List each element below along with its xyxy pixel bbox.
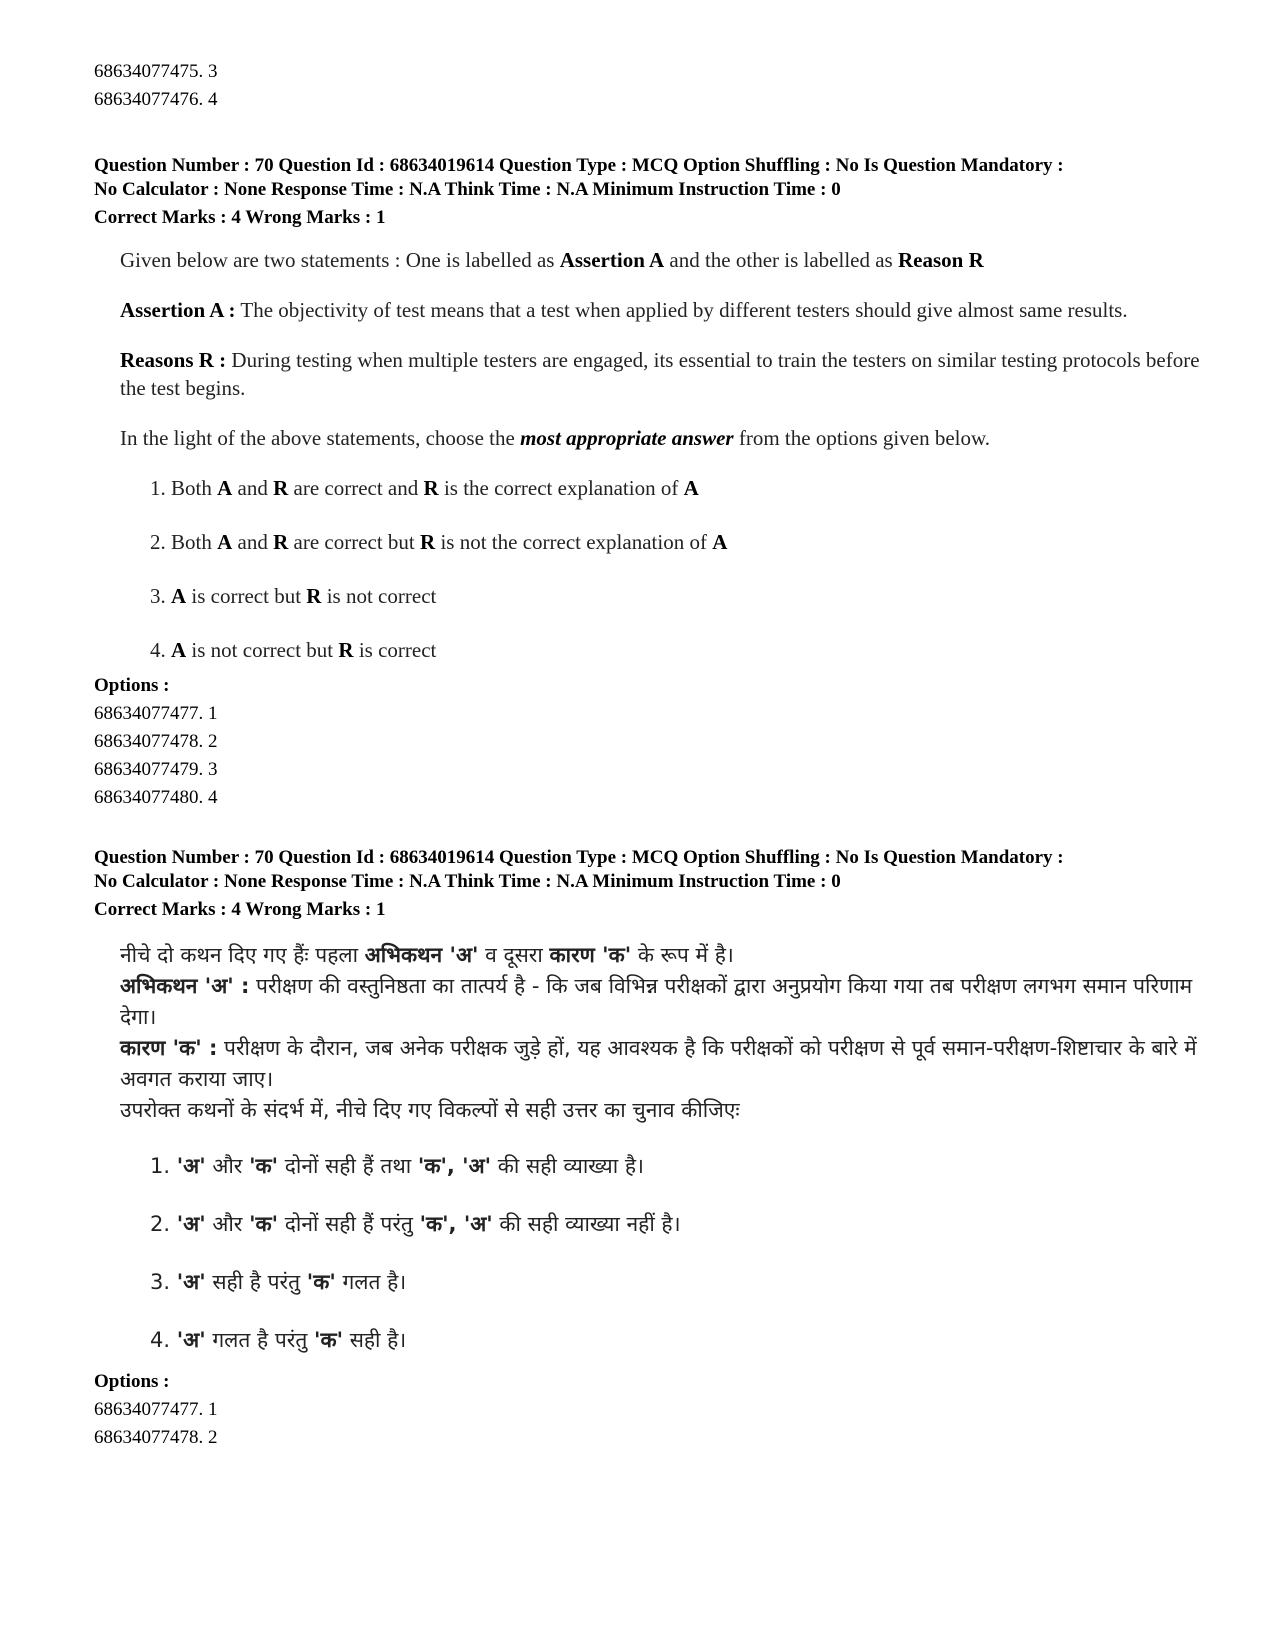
choice-text: is not the correct explanation of	[435, 530, 713, 554]
option-id-line: 68634077478. 2	[94, 731, 218, 752]
assertion-text: The objectivity of test means that a test when applied by different testers should give almost same results.	[235, 298, 1128, 322]
assertion-text: परीक्षण की वस्तुनिष्ठता का तात्पर्य है - कि जब विभिन्न परीक्षकों द्वारा अनुप्रयोग किया गया तब परीक्षण लगभग समान परिणाम देगा।	[120, 974, 1193, 1029]
choice-term: 'क'	[314, 1328, 344, 1352]
choice-term: A	[217, 476, 233, 500]
prev-options-list	[94, 58, 1214, 114]
choice-term: 'अ'	[176, 1212, 206, 1236]
choice-text: is not correct	[321, 584, 437, 608]
choice-term: R	[306, 584, 322, 608]
question-body	[120, 940, 1214, 1354]
choice-text: दोनों सही हैं तथा	[278, 1154, 418, 1178]
choice-text: is correct	[353, 638, 437, 662]
choice-text: are correct and	[288, 476, 424, 500]
intro-text: नीचे दो कथन दिए गए हैंः पहला	[120, 943, 365, 967]
choice-text: गलत है।	[335, 1270, 407, 1294]
option-id-line: 68634077480. 4	[94, 787, 218, 808]
choice-term: 'क'	[249, 1154, 279, 1178]
instruction-emphasis: most appropriate answer	[520, 426, 734, 450]
choice-number: 4.	[150, 1328, 171, 1352]
instruction-text: from the options given below.	[733, 426, 991, 450]
option-id-line: 68634077476. 4	[94, 89, 218, 110]
assertion-statement	[120, 971, 1214, 1033]
choice-term: 'अ'	[176, 1328, 206, 1352]
choice-number: 1.	[150, 476, 166, 500]
answer-choice	[150, 474, 1214, 502]
choice-number: 2.	[150, 530, 166, 554]
choice-text: is the correct explanation of	[438, 476, 684, 500]
question-body	[120, 246, 1214, 664]
assertion-statement	[120, 296, 1214, 324]
choice-text: Both	[171, 530, 218, 554]
choice-term: A	[712, 530, 728, 554]
question-meta-line-1: Question Number : 70 Question Id : 68634019614 Question Type : MCQ Option Shuffling : No Is Question Mandatory :	[94, 155, 1064, 176]
choice-term: R	[273, 476, 289, 500]
choice-term: R	[423, 476, 439, 500]
choice-text: and	[232, 530, 274, 554]
question-intro	[120, 940, 1214, 971]
reason-text: During testing when multiple testers are engaged, its essential to train the testers on similar testing protocols before the test begins.	[120, 348, 1200, 400]
choice-text: are correct but	[288, 530, 421, 554]
choice-text: is not correct but	[186, 638, 339, 662]
question-block-hindi	[94, 846, 1214, 1452]
choice-term: R	[420, 530, 436, 554]
choice-number: 4.	[150, 638, 166, 662]
reason-term: कारण 'क'	[549, 943, 632, 967]
intro-text: के रूप में है।	[631, 943, 734, 967]
reason-term: Reason R	[897, 248, 984, 272]
assertion-term: Assertion A	[559, 248, 665, 272]
options-label: Options :	[94, 675, 170, 696]
reason-label: कारण 'क' :	[120, 1036, 218, 1060]
choice-term: 'अ'	[176, 1154, 206, 1178]
choice-term: R	[338, 638, 354, 662]
choice-number: 3.	[150, 1270, 171, 1294]
choice-term: A	[217, 530, 233, 554]
assertion-label: अभिकथन 'अ' :	[120, 974, 250, 998]
choice-text: दोनों सही हैं परंतु	[278, 1212, 420, 1236]
choice-term: 'क', 'अ'	[419, 1212, 493, 1236]
answer-choice	[150, 1210, 1214, 1238]
choice-number: 1.	[150, 1154, 171, 1178]
assertion-label: Assertion A :	[120, 298, 236, 322]
question-marks: Correct Marks : 4 Wrong Marks : 1	[94, 207, 386, 228]
reason-label: Reasons R :	[120, 348, 227, 372]
document-page	[94, 58, 1214, 1452]
answer-choice	[150, 582, 1214, 610]
answer-choice	[150, 636, 1214, 664]
question-block-english	[94, 154, 1214, 812]
choice-term: 'क', 'अ'	[417, 1154, 492, 1178]
reason-text: परीक्षण के दौरान, जब अनेक परीक्षक जुड़े हों, यह आवश्यक है कि परीक्षकों को परीक्षण से पूर्व समान-परीक्षण-शिष्टाचार के बारे में अवगत कराया जाए।	[120, 1036, 1197, 1091]
option-id-line: 68634077479. 3	[94, 759, 218, 780]
choice-text: की सही व्याख्या है।	[491, 1154, 644, 1178]
answer-choice	[150, 1268, 1214, 1296]
answer-choice	[150, 1152, 1214, 1180]
choice-number: 3.	[150, 584, 166, 608]
option-id-line: 68634077477. 1	[94, 703, 218, 724]
options-label: Options :	[94, 1371, 170, 1392]
choice-term: 'क'	[306, 1270, 336, 1294]
choice-number: 2.	[150, 1212, 171, 1236]
intro-text: and the other is labelled as	[664, 248, 898, 272]
choice-text: की सही व्याख्या नहीं है।	[492, 1212, 681, 1236]
question-meta-line-1: Question Number : 70 Question Id : 68634019614 Question Type : MCQ Option Shuffling : No Is Question Mandatory :	[94, 847, 1064, 868]
option-id-line: 68634077478. 2	[94, 1427, 218, 1448]
reason-statement	[120, 1033, 1214, 1095]
intro-text: व दूसरा	[478, 943, 550, 967]
choice-text: and	[232, 476, 274, 500]
choice-text: सही है परंतु	[205, 1270, 307, 1294]
choice-text: सही है।	[343, 1328, 407, 1352]
choice-text: गलत है परंतु	[205, 1328, 315, 1352]
choice-term: A	[683, 476, 699, 500]
choice-text: is correct but	[186, 584, 307, 608]
option-id-line: 68634077475. 3	[94, 61, 218, 82]
question-instruction	[120, 424, 1214, 452]
question-intro	[120, 246, 1214, 274]
question-marks: Correct Marks : 4 Wrong Marks : 1	[94, 899, 386, 920]
choice-term: R	[273, 530, 289, 554]
choice-term: 'अ'	[176, 1270, 206, 1294]
choice-term: A	[171, 584, 187, 608]
choice-term: A	[171, 638, 187, 662]
choice-text: और	[205, 1154, 250, 1178]
question-meta-line-2: No Calculator : None Response Time : N.A Think Time : N.A Minimum Instruction Time : 0	[94, 871, 841, 892]
reason-statement	[120, 346, 1214, 402]
question-meta-line-2: No Calculator : None Response Time : N.A Think Time : N.A Minimum Instruction Time : 0	[94, 179, 841, 200]
intro-text: Given below are two statements : One is labelled as	[120, 248, 560, 272]
choice-term: 'क'	[249, 1212, 279, 1236]
option-id-line: 68634077477. 1	[94, 1399, 218, 1420]
instruction-text: In the light of the above statements, choose the	[120, 426, 521, 450]
choice-text: और	[205, 1212, 250, 1236]
question-instruction: उपरोक्त कथनों के संदर्भ में, नीचे दिए गए विकल्पों से सही उत्तर का चुनाव कीजिएः	[120, 1098, 740, 1122]
assertion-term: अभिकथन 'अ'	[364, 943, 479, 967]
answer-choice	[150, 528, 1214, 556]
answer-choice	[150, 1326, 1214, 1354]
choice-text: Both	[171, 476, 218, 500]
